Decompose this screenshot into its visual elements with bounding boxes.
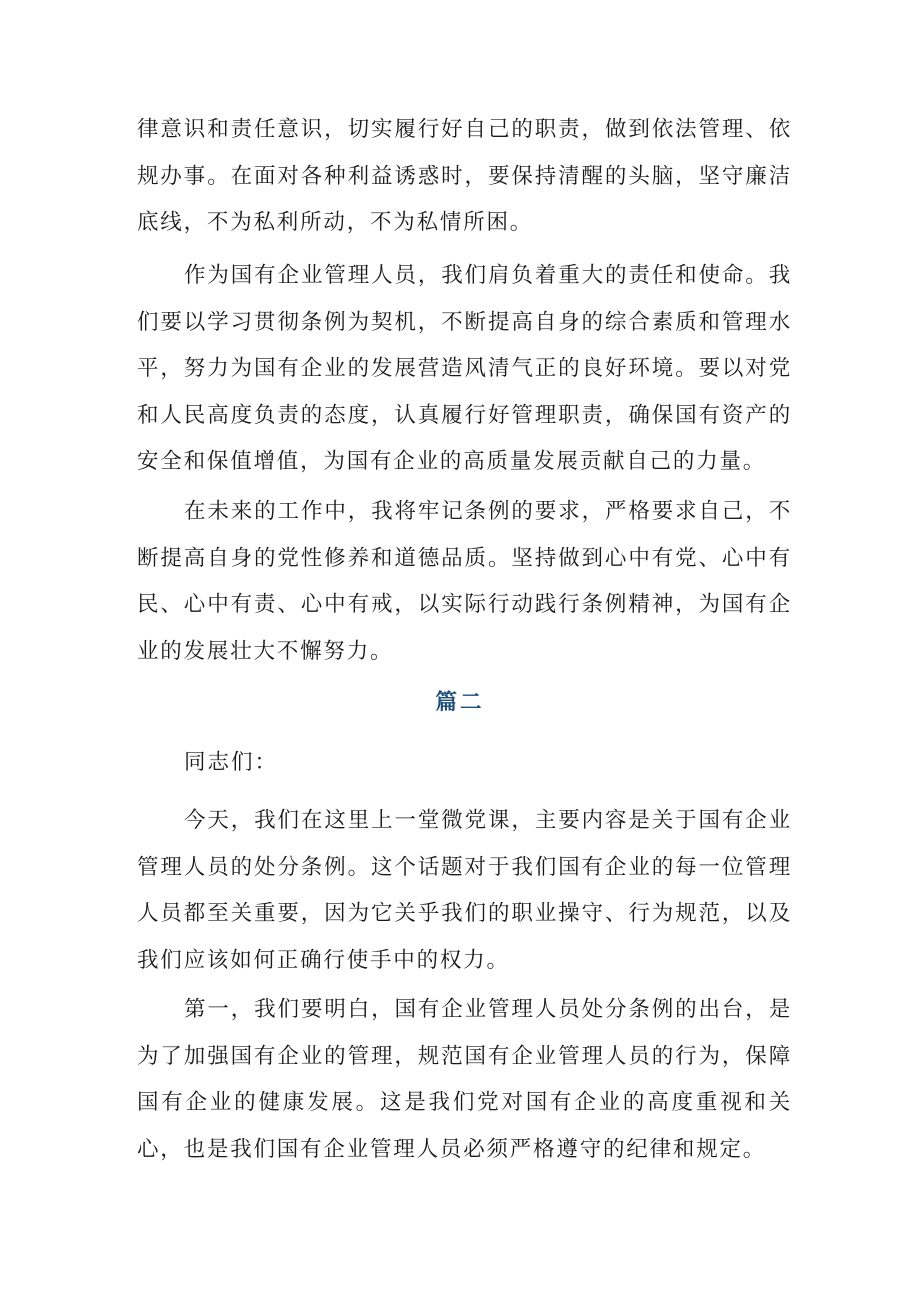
paragraph-future-work: 在未来的工作中，我将牢记条例的要求，严格要求自己，不断提高自身的党性修养和道德品质。坚持做到心中有党、心中有民、心中有责、心中有戒，以实际行动践行条例精神，为国有企业的发展壮大不懈努力。: [137, 499, 792, 664]
paragraph-intro: 今天，我们在这里上一堂微党课，主要内容是关于国有企业管理人员的处分条例。这个话题对于我们国有企业的每一位管理人员都至关重要，因为它关乎我们的职业操守、行为规范，以及我们应该如何正确行使手中的权力。: [137, 808, 792, 973]
paragraph-first-point: 第一，我们要明白，国有企业管理人员处分条例的出台，是为了加强国有企业的管理，规范国有企业管理人员的行为，保障国有企业的健康发展。这是我们党对国有企业的高度重视和关心，也是我们国有企业管理人员必须严格遵守的纪律和规定。: [137, 997, 792, 1162]
greeting: 同志们：: [184, 750, 279, 775]
paragraph-responsibility: 作为国有企业管理人员，我们肩负着重大的责任和使命。我们要以学习贯彻条例为契机，不断提高自身的综合素质和管理水平，努力为国有企业的发展营造风清气正的良好环境。要以对党和人民高度负责的态度，认真履行好管理职责，确保国有资产的安全和保值增值，为国有企业的高质量发展贡献自己的力量。: [137, 263, 792, 474]
paragraph-continuation: 律意识和责任意识，切实履行好自己的职责，做到依法管理、依规办事。在面对各种利益诱惑时，要保持清醒的头脑，坚守廉洁底线，不为私利所动，不为私情所困。: [137, 117, 792, 235]
section-heading: 篇二: [435, 690, 485, 715]
